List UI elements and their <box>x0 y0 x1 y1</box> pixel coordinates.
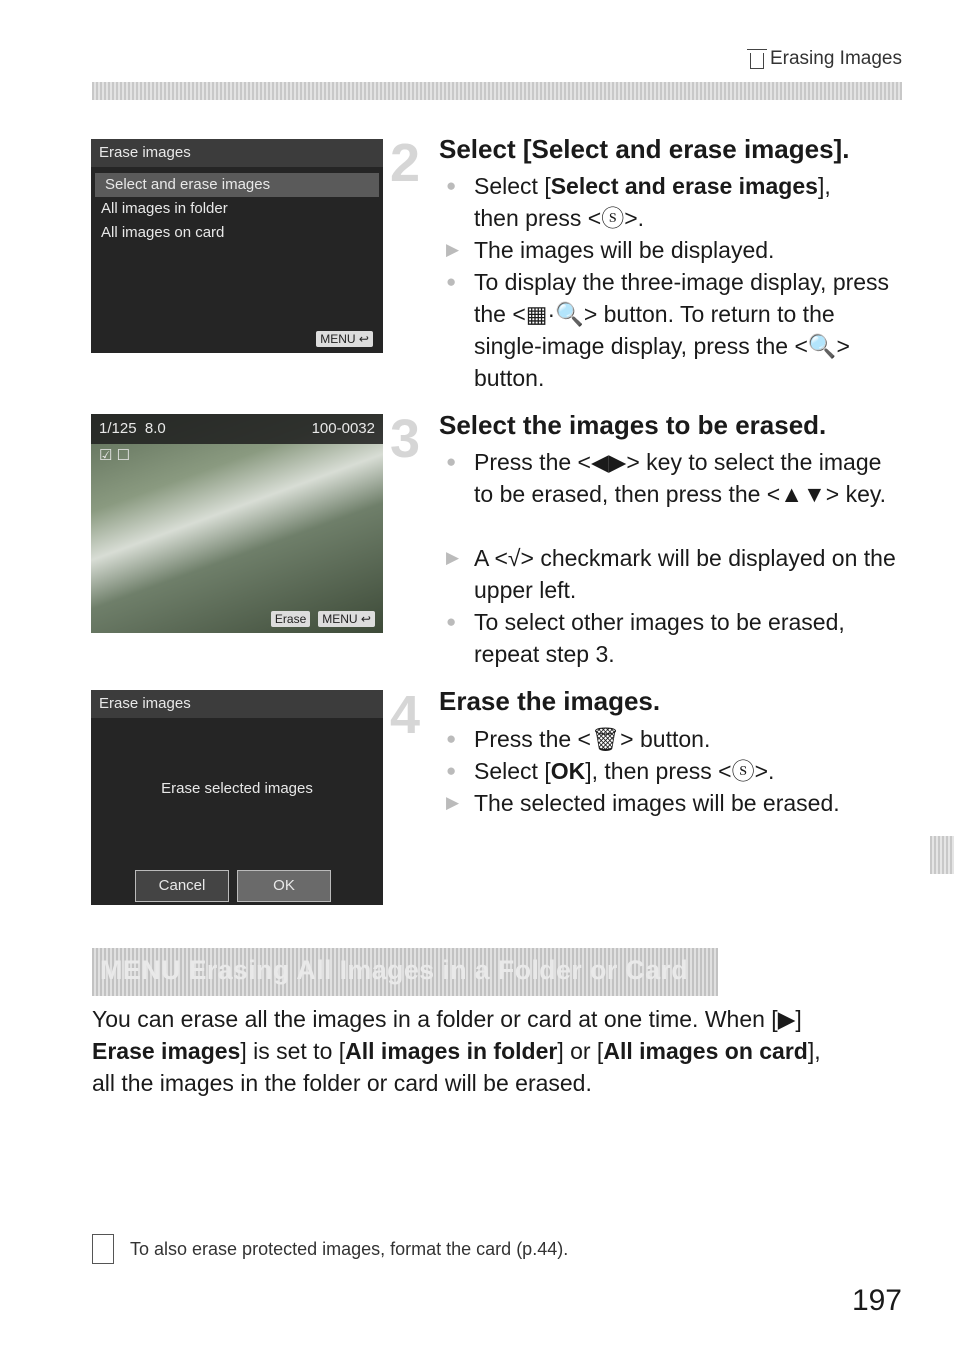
bullet-dot-icon: ● <box>446 761 457 780</box>
note <box>92 1234 568 1264</box>
photo-screen <box>91 414 383 633</box>
confirm-text: Erase selected images <box>161 780 313 797</box>
trash-icon <box>750 53 764 69</box>
check-marks: ☑ ☐ <box>99 447 131 464</box>
set-icon: ⓢ <box>731 758 755 784</box>
bullet-item: ▶ A <√> checkmark will be displayed on the upper left. <box>446 542 906 606</box>
bullet-dot-icon: ● <box>446 729 457 748</box>
menu-item-all-folder: All images in folder <box>101 200 228 217</box>
cancel-button: Cancel <box>135 870 229 902</box>
step-heading: Select [Select and erase images]. <box>439 134 850 164</box>
file-number: 100-0032 <box>311 420 375 437</box>
page-header <box>750 48 902 70</box>
step-number: 4 <box>390 685 421 745</box>
section-intro: You can erase all the images in a folder or card at one time. When [▶] Erase images] is set to [All images in folder] or [All images on card], all the images in the folder or card will be erased. <box>92 1006 821 1096</box>
bullet-arrow-icon: ▶ <box>446 240 460 259</box>
bullet-dot-icon: ● <box>446 176 457 195</box>
chapter-tab <box>930 836 954 874</box>
header-band <box>92 82 902 100</box>
bullet-item: ● Press the <◀▶> key to select the image to be erased, then press the <▲▼> key. <box>446 446 906 510</box>
menu-item-all-card: All images on card <box>101 224 225 241</box>
screen-title: Erase images <box>91 690 383 718</box>
erase-label: Erase <box>271 611 310 627</box>
section-title-bar <box>92 948 718 996</box>
confirm-screen <box>91 690 383 905</box>
bullet-arrow-icon: ▶ <box>446 793 460 812</box>
bullet-item: ● Press the <🗑> button. <box>446 723 906 755</box>
bullet-dot-icon: ● <box>446 452 457 471</box>
screen-title: Erase images <box>91 139 383 167</box>
playback-icon: ▶ <box>777 1006 796 1032</box>
aperture-value: 8.0 <box>144 420 166 437</box>
section-title: MENU Erasing All Images in a Folder or Card <box>100 955 689 985</box>
bullet-dot-icon: ● <box>446 272 457 291</box>
menu-return-badge: MENU ↩ <box>316 331 373 347</box>
dialog-buttons <box>135 870 331 902</box>
bullet-item: ▶ The images will be displayed. <box>446 234 906 266</box>
shutter-value: 1/125 <box>99 420 137 437</box>
step-number: 3 <box>390 409 421 469</box>
photo-footer <box>271 611 375 627</box>
menu-return-badge: MENU ↩ <box>318 611 375 627</box>
ok-button: OK <box>237 870 331 902</box>
set-icon: ⓢ <box>601 205 625 231</box>
step-number: 2 <box>390 133 421 193</box>
note-text: To also erase protected images, format the card (p.44). <box>130 1238 569 1259</box>
header-title: Erasing Images <box>769 48 902 69</box>
bullet-item: ▶ The selected images will be erased. <box>446 787 906 819</box>
bullet-dot-icon: ● <box>446 612 457 631</box>
bullet-item: ● To display the three-image display, press the <▦·🔍> button. To return to the single-image display, press the <🔍> button. <box>446 266 906 394</box>
menu-screen <box>91 139 383 353</box>
bullet-arrow-icon: ▶ <box>446 548 460 567</box>
step-heading: Select the images to be erased. <box>439 410 827 440</box>
photo-info-bar <box>91 414 383 444</box>
step-heading: Erase the images. <box>439 686 661 716</box>
bullet-item: ● Select [Select and erase images], then press <ⓢ>. <box>446 170 906 234</box>
bullet-item: ● Select [OK], then press <ⓢ>. <box>446 755 906 787</box>
menu-item-select-erase: Select and erase images <box>95 173 379 197</box>
bullet-item: ● To select other images to be erased, repeat step 3. <box>446 606 906 670</box>
page-number: 197 <box>851 1284 902 1317</box>
note-icon <box>92 1234 114 1264</box>
